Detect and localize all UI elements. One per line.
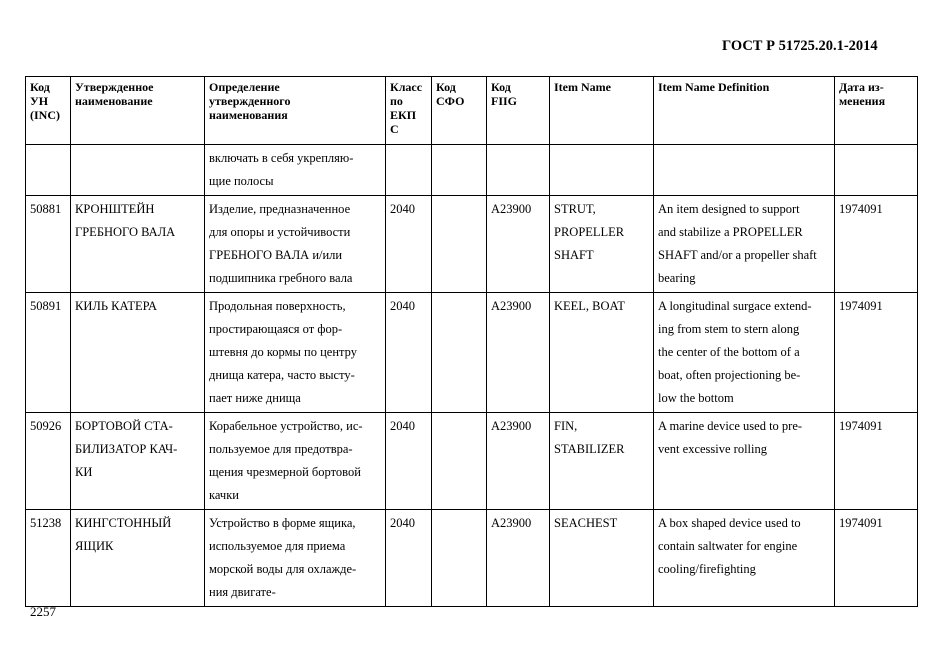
cell-change-date: 1974091 bbox=[835, 196, 918, 293]
column-header-change-date: Дата из- менения bbox=[835, 77, 918, 145]
cell-item-name: FIN, STABILIZER bbox=[550, 413, 654, 510]
table-row bbox=[26, 145, 918, 196]
cell-approved-name: БОРТОВОЙ СТА- БИЛИЗАТОР КАЧ- КИ bbox=[71, 413, 205, 510]
cell-fiig bbox=[487, 145, 550, 196]
cell-item-name: STRUT, PROPELLER SHAFT bbox=[550, 196, 654, 293]
column-header-item-name-definition: Item Name Definition bbox=[654, 77, 835, 145]
column-header-sfo: Код СФО bbox=[432, 77, 487, 145]
table-row bbox=[26, 196, 918, 293]
cell-approved-name: КИНГСТОННЫЙ ЯЩИК bbox=[71, 510, 205, 607]
cell-change-date: 1974091 bbox=[835, 413, 918, 510]
cell-definition: Продольная поверхность, простирающаяся от фор- штевня до кормы по центру днища катера, часто высту- пает ниже днища bbox=[205, 293, 386, 413]
cell-item-name: KEEL, BOAT bbox=[550, 293, 654, 413]
cell-fiig: A23900 bbox=[487, 196, 550, 293]
cell-class bbox=[386, 145, 432, 196]
cell-sfo bbox=[432, 510, 487, 607]
cell-inc: 51238 bbox=[26, 510, 71, 607]
cell-change-date: 1974091 bbox=[835, 510, 918, 607]
cell-definition: включать в себя укрепляю- щие полосы bbox=[205, 145, 386, 196]
cell-item-name-definition: A box shaped device used to contain saltwater for engine cooling/firefighting bbox=[654, 510, 835, 607]
cell-class: 2040 bbox=[386, 510, 432, 607]
cell-inc bbox=[26, 145, 71, 196]
cell-class: 2040 bbox=[386, 413, 432, 510]
table-row bbox=[26, 293, 918, 413]
cell-fiig: A23900 bbox=[487, 293, 550, 413]
cell-sfo bbox=[432, 413, 487, 510]
cell-approved-name: КРОНШТЕЙН ГРЕБНОГО ВАЛА bbox=[71, 196, 205, 293]
catalog-table bbox=[25, 76, 918, 607]
table-row bbox=[26, 510, 918, 607]
cell-item-name bbox=[550, 145, 654, 196]
cell-fiig: A23900 bbox=[487, 413, 550, 510]
cell-class: 2040 bbox=[386, 293, 432, 413]
cell-inc: 50891 bbox=[26, 293, 71, 413]
cell-change-date: 1974091 bbox=[835, 293, 918, 413]
page-number: 2257 bbox=[30, 604, 56, 619]
cell-change-date bbox=[835, 145, 918, 196]
cell-item-name-definition: An item designed to support and stabilize a PROPELLER SHAFT and/or a propeller shaft bearing bbox=[654, 196, 835, 293]
cell-fiig: A23900 bbox=[487, 510, 550, 607]
cell-sfo bbox=[432, 293, 487, 413]
table-header-row bbox=[26, 77, 918, 145]
cell-item-name-definition: A longitudinal surgace extend- ing from stem to stern along the center of the bottom of a boat, often projectioning be- low the bottom bbox=[654, 293, 835, 413]
column-header-item-name: Item Name bbox=[550, 77, 654, 145]
document-code: ГОСТ Р 51725.20.1-2014 bbox=[722, 38, 878, 54]
cell-inc: 50926 bbox=[26, 413, 71, 510]
cell-definition: Изделие, предназначенное для опоры и устойчивости ГРЕБНОГО ВАЛА и/или подшипника гребного вала bbox=[205, 196, 386, 293]
cell-item-name: SEACHEST bbox=[550, 510, 654, 607]
cell-class: 2040 bbox=[386, 196, 432, 293]
cell-item-name-definition: A marine device used to pre- vent excessive rolling bbox=[654, 413, 835, 510]
cell-sfo bbox=[432, 145, 487, 196]
cell-item-name-definition bbox=[654, 145, 835, 196]
cell-approved-name: КИЛЬ КАТЕРА bbox=[71, 293, 205, 413]
column-header-definition: Определение утвержденного наименования bbox=[205, 77, 386, 145]
table-row bbox=[26, 413, 918, 510]
column-header-class: Класс по ЕКП С bbox=[386, 77, 432, 145]
column-header-inc: Код УН (INC) bbox=[26, 77, 71, 145]
cell-definition: Корабельное устройство, ис- пользуемое для предотвра- щения чрезмерной бортовой качки bbox=[205, 413, 386, 510]
cell-inc: 50881 bbox=[26, 196, 71, 293]
cell-approved-name bbox=[71, 145, 205, 196]
column-header-fiig: Код FIIG bbox=[487, 77, 550, 145]
column-header-approved-name: Утвержденное наименование bbox=[71, 77, 205, 145]
cell-definition: Устройство в форме ящика, используемое для приема морской воды для охлажде- ния двигате- bbox=[205, 510, 386, 607]
cell-sfo bbox=[432, 196, 487, 293]
